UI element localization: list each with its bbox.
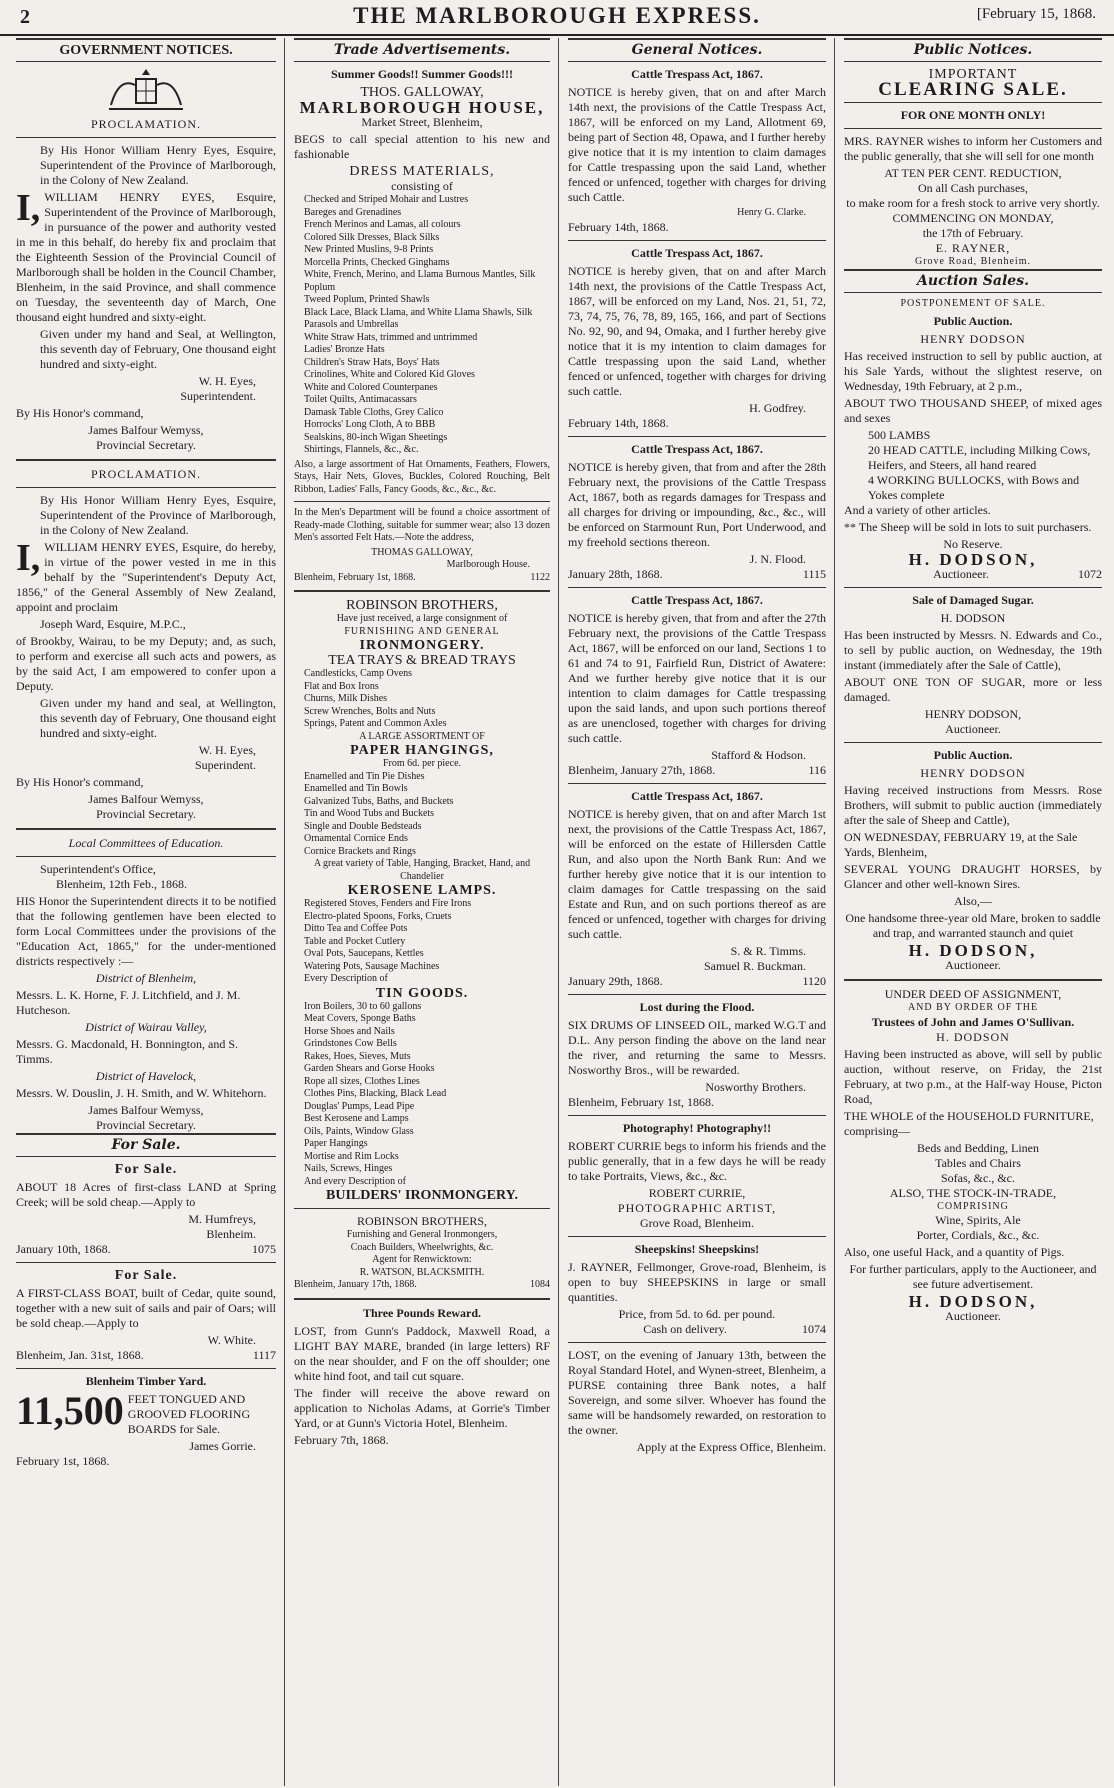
- list-item: Tweed Poplum, Printed Shawls: [304, 294, 430, 305]
- ad-subhead: FOR ONE MONTH ONLY!: [900, 108, 1046, 122]
- list-item: Iron Boilers, 30 to 60 gallons: [304, 1000, 422, 1012]
- proclamation-by: By His Honor William Henry Eyes, Esquire, Superintendent of the Province of Marlborough, in the Colony of New Zealand.: [40, 493, 276, 537]
- merchant-name: ROBINSON BROTHERS,: [346, 598, 498, 613]
- page-number: 2: [20, 6, 30, 28]
- divider: [568, 1342, 826, 1343]
- ad-signature: HENRY DODSON,: [924, 707, 1022, 721]
- list-item: Mortise and Rim Locks: [304, 1150, 399, 1162]
- notice-body: NOTICE is hereby given, that on and after March 1st next, the provisions of the Cattle Trespass Act, 1867, will be enforced on the estate of Hillersden Cattle Run, and also upon the North Bank Run: And we further hereby give notice that it is our intention to claim damages for Cattle trespassing on the said Estate and Run, and on such portions thereof as are fenced or unfenced, together with charges for driving such cattle.: [568, 806, 826, 941]
- column-divider: [834, 38, 835, 1786]
- district-members: Messrs. L. K. Horne, F. J. Litchfield, and J. M. Hutcheson.: [16, 988, 241, 1017]
- list-item: White, French, Merino, and Llama Burnous Mantles, Silk Poplum: [304, 269, 536, 293]
- ad-body: Has received instruction to sell by public auction, at his Sale Yards, without the slightest reserve, on Wednesday, 19th February, at 2 p.m.,: [844, 349, 1102, 393]
- notice-footer: Blenheim, January 27th, 1868. 116: [568, 762, 826, 777]
- notice-signature: Henry G. Clarke.: [737, 207, 806, 218]
- notice-title: Sheepskins! Sheepskins!: [634, 1241, 760, 1256]
- notice-signature: Samuel R. Buckman.: [704, 958, 806, 973]
- ad-subhead: DRESS MATERIALS,: [349, 164, 495, 179]
- secretary-name: James Balfour Wemyss,: [88, 1103, 204, 1117]
- list-item: Single and Double Bedsteads: [304, 820, 422, 832]
- divider: [568, 240, 826, 241]
- divider: [844, 587, 1102, 588]
- ad-subhead: TEA TRAYS & BREAD TRAYS: [328, 653, 516, 668]
- ad-title: Blenheim Timber Yard.: [85, 1374, 207, 1388]
- column-divider: [284, 38, 285, 1786]
- photographer-name: ROBERT CURRIE,: [648, 1185, 746, 1200]
- list-item: Rakes, Hoes, Sieves, Muts: [304, 1050, 411, 1062]
- notice-signature: Stafford & Hodson.: [711, 747, 806, 762]
- ad-headline: CLEARING SALE.: [878, 79, 1068, 100]
- masthead: [0, 0, 1114, 36]
- list-item: Porter, Cordials, &c., &c.: [916, 1228, 1040, 1242]
- lot-item: ABOUT ONE TON OF SUGAR, more or less damaged.: [844, 675, 1102, 704]
- lot-item: ABOUT TWO THOUSAND SHEEP, of mixed ages and sexes: [844, 396, 1102, 425]
- lot-item: 20 HEAD CATTLE, including Milking Cows, Heifers, and Steers, all hand reared: [868, 443, 1091, 472]
- section-head: Public Notices.: [844, 38, 1102, 62]
- section-head: General Notices.: [568, 38, 826, 62]
- ad-subhead: TIN GOODS.: [375, 985, 469, 1001]
- proclamation-title: PROCLAMATION.: [90, 467, 201, 481]
- list-item: Candlesticks, Camp Ovens: [304, 668, 413, 679]
- divider: [568, 994, 826, 995]
- list-item: Black Lace, Black Llama, and White Llama Shawls, Silk Parasols and Umbrellas: [304, 306, 533, 330]
- ad-caption: No Reserve.: [943, 537, 1003, 551]
- list-item: Tin and Wood Tubs and Buckets: [304, 808, 435, 819]
- ad-subhead: IRONMONGERY.: [359, 638, 485, 653]
- ad-body: Also, a large assortment of Hat Ornaments, Feathers, Flowers, Stays, Hair Nets, Gloves, Buckles, Colored Rouching, Belt Ribbon, Ladies' Falls, Fancy Goods, &c., &c., &c.: [294, 458, 550, 495]
- proclamation-title: PROCLAMATION.: [90, 117, 201, 131]
- section-head: For Sale.: [16, 1133, 276, 1157]
- ad-caption: FURNISHING AND GENERAL: [344, 625, 500, 637]
- ad-body: BEGS to call special attention to his new and fashionable: [294, 132, 550, 161]
- ad-subhead: Trustees of John and James O'Sullivan.: [871, 1014, 1075, 1029]
- proclamation-body-2: of Brookby, Wairau, to be my Deputy; and, as such, to perform and exercise all such acts and powers, as by the said Act, I am empowered to confer upon a Deputy.: [16, 634, 276, 693]
- auctioneer-name: HENRY DODSON: [920, 766, 1026, 780]
- divider: [568, 1236, 826, 1237]
- list-item: Beds and Bedding, Linen: [917, 1140, 1039, 1155]
- ad-body: The finder will receive the above reward on application to Nicholas Adams, at Gorrie's Timber Yard, or at Gunn's Victoria Hotel, Blenheim.: [294, 1385, 550, 1430]
- lot-item: 500 LAMBS: [868, 428, 931, 442]
- list-item: Galvanized Tubs, Baths, and Buckets: [304, 795, 454, 807]
- list-item: Paper Hangings: [304, 1138, 368, 1149]
- list-item: Watering Pots, Sausage Machines: [304, 960, 440, 972]
- ad-body: In the Men's Department will be found a choice assortment of Ready-made Clothing, suitable for summer wear; also 13 dozen Men's assorted Felt Hats.—Note the address,: [294, 507, 550, 543]
- notice-body: J. RAYNER, Fellmonger, Grove-road, Blenheim, is open to buy SHEEPSKINS in large or small quantities.: [568, 1259, 826, 1304]
- secretary-name: James Balfour Wemyss,: [88, 423, 204, 437]
- column-public-notices: [838, 38, 1108, 1786]
- list-item: Colored Silk Dresses, Black Silks: [304, 231, 440, 243]
- notice-title: Cattle Trespass Act, 1867.: [631, 592, 763, 607]
- ad-role: Auctioneer.: [945, 1309, 1001, 1323]
- ad-subhead: AT TEN PER CENT. REDUCTION,: [884, 166, 1062, 180]
- district-name: District of Blenheim,: [95, 971, 197, 985]
- office-line: Superintendent's Office,: [40, 862, 156, 876]
- ad-body: Having received instructions from Messrs. Rose Brothers, will submit to public auction (immediately after the sale of Sheep and Cattle),: [844, 783, 1102, 827]
- ad-body: Having been instructed as above, will sell by public auction, without reserve, on Friday, the 21st February, at two p.m., at the Half-way House, Picton Road,: [844, 1046, 1102, 1106]
- ad-body: 11,500 FEET TONGUED AND GROOVED FLOORING BOARDS for Sale.: [16, 1388, 251, 1436]
- list-item: Tables and Chairs: [935, 1155, 1021, 1170]
- divider: [16, 487, 276, 488]
- proclamation-given: Given under my hand and seal, at Wellington, this seventh day of February, One thousand eight hundred and sixty-eight.: [40, 696, 276, 740]
- item-list: [844, 1141, 1102, 1186]
- ad-footer: January 10th, 1868. 1075: [16, 1242, 276, 1256]
- divider: [844, 102, 1102, 103]
- list-item: Crinolines, White and Colored Kid Gloves: [304, 369, 475, 380]
- divider: [568, 436, 826, 437]
- district-name: District of Wairau Valley,: [85, 1020, 207, 1034]
- ad-signature: H. DODSON,: [908, 1292, 1038, 1311]
- notice-title: Cattle Trespass Act, 1867.: [631, 245, 763, 260]
- divider: [568, 587, 826, 588]
- divider: [844, 979, 1102, 981]
- ad-title: For Sale.: [114, 1268, 178, 1283]
- list-item: Wine, Spirits, Ale: [935, 1213, 1021, 1227]
- signature-role: Superintendent.: [180, 389, 256, 403]
- list-item: Bareges and Grenadines: [304, 206, 402, 218]
- ad-footer: Blenheim, February 1st, 1868. 1122: [294, 571, 550, 583]
- secretary-name: James Balfour Wemyss,: [88, 792, 204, 806]
- notice-body: SIX DRUMS OF LINSEED OIL, marked W.G.T and D.L. Any person finding the above on the land near the river, and returning the same to Messrs. Nosworthy Bros., will be rewarded.: [568, 1017, 826, 1077]
- notice-title: Cattle Trespass Act, 1867.: [631, 788, 763, 803]
- ad-signature: Marlborough House.: [446, 559, 530, 570]
- notice-body: HIS Honor the Superintendent directs it to be notified that the following gentlemen have been elected to form Local Committees under the provisions of the "Education Act, 1865," for the under-mentioned districts respectively :—: [16, 894, 276, 968]
- list-item: French Merinos and Lamas, all colours: [304, 219, 461, 230]
- ad-signature: THOMAS GALLOWAY,: [371, 546, 473, 558]
- ad-role: Auctioneer.: [945, 722, 1001, 736]
- notice-date: Blenheim, 12th Feb., 1868.: [56, 877, 187, 891]
- merchant-name: THOS. GALLOWAY,: [360, 85, 484, 100]
- divider: [294, 501, 550, 502]
- divider: [568, 1115, 826, 1116]
- proclamation-body: I, WILLIAM HENRY EYES, Esquire, Superintendent of the Province of Marlborough, in pursuance of the power and authority vested in me in this behalf, do hereby fix and proclaim that the Eighteenth Session of the Provincial Council of Marlborough shall be holden in the Council Chamber, Blenheim, in the said Province, and shall commence on Tuesday, the seventeenth day of March, One thousand eight hundred and sixty-eight.: [16, 187, 276, 324]
- secretary-role: Provincial Secretary.: [96, 438, 196, 452]
- section-head: Trade Advertisements.: [294, 38, 550, 62]
- divider: [294, 1298, 550, 1300]
- ad-caption: On all Cash purchases,: [918, 181, 1028, 195]
- list-item: Rope all sizes, Clothes Lines: [304, 1075, 420, 1087]
- ad-title: Three Pounds Reward.: [362, 1305, 482, 1320]
- notice-signature: H. Godfrey.: [749, 400, 806, 415]
- list-item: Cornice Brackets and Rings: [304, 845, 416, 857]
- command-line: By His Honor's command,: [16, 406, 144, 420]
- ad-caption: COMPRISING: [937, 1200, 1009, 1212]
- ad-address: Grove Road, Blenheim.: [915, 256, 1031, 267]
- notice-title: Cattle Trespass Act, 1867.: [631, 67, 763, 81]
- notice-signature: Nosworthy Brothers.: [705, 1079, 806, 1094]
- district-members: Messrs. W. Douslin, J. H. Smith, and W. Whitehorn.: [16, 1086, 267, 1100]
- notice-date: Blenheim, February 1st, 1868.: [568, 1094, 714, 1109]
- divider: [844, 742, 1102, 743]
- list-item: Electro-plated Spoons, Forks, Cruets: [304, 910, 452, 922]
- divider: [16, 459, 276, 461]
- ad-subhead: ALSO, THE STOCK-IN-TRADE,: [889, 1185, 1057, 1200]
- notice-title: Local Committees of Education.: [68, 836, 224, 850]
- ad-caption: For further particulars, apply to the Auctioneer, and see future advertisement.: [849, 1262, 1097, 1291]
- ad-caption: to make room for a fresh stock to arrive very shortly.: [846, 196, 1100, 210]
- ad-body: ABOUT 18 Acres of first-class LAND at Spring Creek; will be sold cheap.—Apply to: [16, 1180, 276, 1209]
- district-members: Messrs. G. Macdonald, H. Bonnington, and S. Timms.: [16, 1037, 238, 1066]
- list-item: Flat and Box Irons: [304, 680, 379, 692]
- notice-date: February 14th, 1868.: [568, 415, 669, 430]
- ad-body: MRS. RAYNER wishes to inform her Customers and the public generally, that she will sell for one month: [844, 134, 1102, 163]
- signature: W. H. Eyes,: [198, 374, 256, 388]
- notice-body: ROBERT CURRIE begs to inform his friends and the public generally, that in a few days he will be ready to take Portraits, Views, &c., &c.: [568, 1138, 826, 1183]
- list-item: Oval Pots, Saucepans, Kettles: [304, 948, 424, 959]
- notice-title: Cattle Trespass Act, 1867.: [631, 441, 763, 456]
- ad-caption: Also,—: [954, 894, 992, 908]
- ad-body: LOST, from Gunn's Paddock, Maxwell Road, a LIGHT BAY MARE, branded (in large letters) RF on the near shoulder, and F on the off shoulder; one white hind foot, and tail cut square.: [294, 1323, 550, 1383]
- photographer-role: PHOTOGRAPHIC ARTIST,: [617, 1200, 777, 1215]
- item-list: [844, 1213, 1102, 1243]
- divider: [16, 1262, 276, 1263]
- list-item: White Straw Hats, trimmed and untrimmed: [304, 331, 478, 343]
- ad-signature: E. RAYNER,: [935, 241, 1011, 255]
- notice-footer: January 28th, 1868. 1115: [568, 566, 826, 581]
- ad-headline: Summer Goods!! Summer Goods!!!: [331, 67, 513, 81]
- list-item: Damask Table Cloths, Grey Calico: [304, 406, 444, 418]
- column-divider: [558, 38, 559, 1786]
- lot-item: Also, one useful Hack, and a quantity of Pigs.: [844, 1245, 1065, 1259]
- signature-role: Superindent.: [195, 758, 256, 772]
- lot-item: THE WHOLE of the HOUSEHOLD FURNITURE, comprising—: [844, 1108, 1094, 1138]
- list-item: Clothes Pins, Blacking, Black Lead: [304, 1088, 447, 1099]
- list-item: Sofas, &c., &c.: [941, 1170, 1015, 1185]
- column-trade-advertisements: [288, 38, 556, 1786]
- ad-subhead: BUILDERS' IRONMONGERY.: [326, 1188, 518, 1203]
- divider: [844, 128, 1102, 129]
- apply-line: Apply at the Express Office, Blenheim.: [636, 1439, 826, 1454]
- ad-caption: AND BY ORDER OF THE: [907, 1002, 1039, 1013]
- notice-footer: January 29th, 1868. 1120: [568, 973, 826, 988]
- merchant-name: ROBINSON BROTHERS,: [356, 1214, 488, 1228]
- list-item: Registered Stoves, Fenders and Fire Irons: [304, 898, 472, 909]
- ad-headline: UNDER DEED OF ASSIGNMENT,: [884, 987, 1062, 1001]
- list-item: Enamelled and Tin Pie Dishes: [304, 770, 425, 782]
- lot-item: One handsome three-year old Mare, broken to saddle and trap, and warranted staunch and quiet: [845, 911, 1101, 940]
- ad-caption: consisting of: [391, 179, 453, 193]
- list-item: Enamelled and Tin Bowls: [304, 783, 408, 794]
- lot-item: 4 WORKING BULLOCKS, with Bows and Yokes complete: [868, 473, 1080, 502]
- ad-signature: James Gorrie.: [189, 1439, 256, 1453]
- notice-body: LOST, on the evening of January 13th, between the Royal Standard Hotel, and Wynen-street, Blenheim, a PURSE containing three Bank notes, a half Sovereign, and some silver. Whoever has found the same will be handsomely rewarded, on restoration to the owner.: [568, 1347, 826, 1437]
- notice-date: February 14th, 1868.: [568, 219, 669, 234]
- ad-signature: M. Humfreys,: [188, 1212, 256, 1226]
- list-item: Best Kerosene and Lamps: [304, 1113, 409, 1124]
- ad-caption: Agent for Renwicktown:: [372, 1254, 472, 1265]
- ad-subhead: COMMENCING ON MONDAY,: [892, 211, 1054, 225]
- ad-caption: the 17th of February.: [922, 226, 1024, 240]
- secretary-role: Provincial Secretary.: [96, 1118, 196, 1132]
- list-item: Churns, Milk Dishes: [304, 693, 388, 704]
- column-general-notices: [562, 38, 832, 1786]
- ad-title: Public Auction.: [933, 748, 1013, 762]
- list-item: Meat Covers, Sponge Baths: [304, 1013, 416, 1024]
- list-item: Every Description of: [304, 973, 388, 984]
- ad-title: Sale of Damaged Sugar.: [912, 593, 1034, 607]
- ad-title: Public Auction.: [933, 314, 1013, 328]
- ad-body: A FIRST-CLASS BOAT, built of Cedar, quite sound, together with a new suit of sails and pair of Oars; will be sold cheap.—Apply to: [16, 1286, 276, 1330]
- price-line: Price, from 5d. to 6d. per pound.: [618, 1306, 776, 1321]
- notice-title: Lost during the Flood.: [639, 999, 755, 1014]
- lot-item: SEVERAL YOUNG DRAUGHT HORSES, by Glancer and other well-known Sires.: [844, 862, 1102, 891]
- proclamation-by: By His Honor William Henry Eyes, Esquire, Superintendent of the Province of Marlborough, in the Colony of New Zealand.: [40, 143, 276, 187]
- notice-body: NOTICE is hereby given, that from and after the 28th February next, the provisions of the Cattle Trespass Act, 1867, both as regards damages for Trespass and all charges for driving or impounding, &c., &c., will be enforced on Starmount Run, Port Underwood, and my freehold sections thereon.: [568, 459, 826, 549]
- divider: [16, 137, 276, 138]
- secretary-role: Provincial Secretary.: [96, 807, 196, 821]
- ad-footer: Blenheim, Jan. 31st, 1868. 1117: [16, 1348, 276, 1362]
- item-list: [294, 1001, 550, 1189]
- auctioneer-name: H. DODSON: [940, 611, 1006, 625]
- list-item: New Printed Muslins, 9-8 Prints: [304, 244, 434, 255]
- list-item: Ditto Tea and Coffee Pots: [304, 923, 408, 934]
- ad-when: ON WEDNESDAY, FEBRUARY 19, at the Sale Yards, Blenheim,: [844, 830, 1078, 859]
- list-item: Morcella Prints, Checked Ginghams: [304, 256, 450, 268]
- list-item: Ladies' Bronze Hats: [304, 344, 385, 355]
- divider: [16, 856, 276, 857]
- ad-caption: Furnishing and General Ironmongers,: [346, 1229, 498, 1240]
- proclamation-given: Given under my hand and Seal, at Wellington, this seventh day of February, One thousand eight hundred and sixty-eight.: [40, 327, 276, 371]
- newspaper-title: THE MARLBOROUGH EXPRESS.: [353, 3, 761, 28]
- list-item: Sealskins, 80-inch Wigan Sheetings: [304, 431, 448, 443]
- ad-caption: From 6d. per piece.: [382, 758, 462, 769]
- issue-date: [February 15, 1868.: [976, 6, 1096, 22]
- shop-address: Market Street, Blenheim,: [361, 115, 483, 129]
- list-item: Garden Shears and Gorse Hooks: [304, 1063, 435, 1074]
- deputy-name: Joseph Ward, Esquire, M.P.C.,: [40, 617, 186, 631]
- list-item: Table and Pocket Cutlery: [304, 935, 406, 947]
- ad-date: February 1st, 1868.: [16, 1454, 110, 1468]
- list-item: Grindstones Cow Bells: [304, 1038, 397, 1049]
- ad-body: Has been instructed by Messrs. N. Edwards and Co., to sell by public auction, on Wednesday, the 19th instant (immediately after the Sale of Cattle),: [844, 628, 1102, 672]
- list-item: Oils, Paints, Window Glass: [304, 1125, 414, 1137]
- ad-role: Auctioneer.: [945, 958, 1001, 972]
- ad-signature: W. White.: [207, 1333, 256, 1347]
- signature: W. H. Eyes,: [198, 743, 256, 757]
- command-line: By His Honor's command,: [16, 775, 144, 789]
- ad-signature: H. DODSON,: [908, 550, 1038, 569]
- divider: [16, 1368, 276, 1369]
- notice-signature: J. N. Flood.: [749, 551, 806, 566]
- divider: [16, 828, 276, 830]
- list-item: And every Description of: [304, 1175, 406, 1187]
- item-list: [294, 194, 550, 457]
- item-list: [294, 898, 550, 986]
- list-item: Nails, Screws, Hinges: [304, 1163, 393, 1174]
- ad-subhead: PAPER HANGINGS,: [350, 743, 494, 758]
- list-item: Douglas' Pumps, Lead Pipe: [304, 1100, 415, 1112]
- list-item: Toilet Quilts, Antimacassars: [304, 394, 417, 405]
- ad-caption: R. WATSON, BLACKSMITH.: [359, 1266, 485, 1278]
- list-item: Horse Shoes and Nails: [304, 1025, 395, 1037]
- list-item: Screw Wrenches, Bolts and Nuts: [304, 705, 436, 717]
- notice-title: Photography! Photography!!: [622, 1120, 772, 1135]
- royal-coat-of-arms-icon: [101, 67, 191, 113]
- item-list: [294, 771, 550, 859]
- list-item: Checked and Striped Mohair and Lustres: [304, 194, 469, 205]
- proclamation-body: I, WILLIAM HENRY EYES, Esquire, do hereby, in virtue of the power vested in me in this behalf by the "Superintendent's Deputy Act, 1856," of the General Assembly of New Zealand, appoint and proclaim: [16, 537, 276, 614]
- ad-note: ** The Sheep will be sold in lots to suit purchasers.: [844, 520, 1092, 534]
- notice-body: NOTICE is hereby given, that on and after March 14th next, the provisions of the Cattle Trespass Act, 1867, will be enforced on my Land, Nos. 21, 51, 72, 73, 74, 75, 76, 78, 89, 165, 166, and part of Sections No. 92, 90, and 94, Omaka, and I further hereby give notice that it is my intention to claim damages for Cattle trespassing upon the said Land, whether fenced or unfenced, together with charges for driving such cattle.: [568, 263, 826, 398]
- district-name: District of Havelock,: [95, 1069, 197, 1083]
- ad-caption: And a variety of other articles.: [844, 503, 991, 517]
- divider: [294, 590, 550, 592]
- photographer-address: Grove Road, Blenheim.: [640, 1215, 754, 1230]
- ad-date: February 7th, 1868.: [294, 1432, 389, 1447]
- ad-caption: A LARGE ASSORTMENT OF: [359, 730, 485, 742]
- auctioneer-name: HENRY DODSON: [920, 332, 1026, 346]
- ad-caption: A great variety of Table, Hanging, Bracket, Hand, and Chandelier: [313, 858, 531, 882]
- ad-caption: Have just received, a large consignment of: [336, 613, 508, 624]
- notice-body: NOTICE is hereby given, that on and after March 14th next, the provisions of the Cattle Trespass Act, 1867, will be enforced on my Land, Allotment 69, being part of Section 48, Opawa, and I further hereby give notice that it is my intention to claim damages for Cattle trespassing upon the said Land, whether fenced or unfenced, together with charges for driving such Cattle.: [568, 85, 826, 204]
- list-item: Shirtings, Flannels, &c., &c.: [304, 444, 419, 455]
- list-item: Children's Straw Hats, Boys' Hats: [304, 356, 440, 368]
- ad-signature: H. DODSON,: [908, 941, 1038, 960]
- list-item: Springs, Patent and Common Axles: [304, 718, 447, 729]
- list-item: White and Colored Counterpanes: [304, 381, 438, 393]
- item-list: [294, 668, 550, 731]
- section-head: Auction Sales.: [844, 269, 1102, 293]
- shop-name: MARLBOROUGH HOUSE,: [299, 98, 545, 117]
- divider: [294, 1208, 550, 1209]
- ad-caption: POSTPONEMENT OF SALE.: [900, 297, 1046, 309]
- notice-body: NOTICE is hereby given, that from and after the 27th February next, the provisions of the Cattle Trespass Act, 1867, will be enforced on our land, Sections 1 to 61 and 74 to 91, Fairfield Run, District of Awatere: And we further hereby give notice that it is our intention to claim damages for Cattle trespassing upon the said lands, and upon such portions thereof as are unenclosed, together with charges for driving such cattle.: [568, 610, 826, 745]
- notice-signature: S. & R. Timms.: [730, 943, 806, 958]
- ad-place: Blenheim.: [206, 1227, 256, 1241]
- ad-caption: Coach Builders, Wheelwrights, &c.: [350, 1241, 494, 1253]
- divider: [568, 783, 826, 784]
- section-head: GOVERNMENT NOTICES.: [16, 38, 276, 62]
- notice-footer: Cash on delivery. 1074: [643, 1321, 826, 1336]
- auctioneer-name: H. DODSON: [936, 1029, 1010, 1044]
- ad-footer: Blenheim, January 17th, 1868. 1084: [294, 1279, 550, 1290]
- ad-title: For Sale.: [114, 1162, 178, 1177]
- ad-footer: Auctioneer. 1072: [933, 567, 1102, 581]
- list-item: Ornamental Cornice Ends: [304, 833, 408, 844]
- ad-subhead: KEROSENE LAMPS.: [347, 883, 497, 898]
- ad-headline: IMPORTANT: [928, 67, 1018, 82]
- column-government-notices: [10, 38, 282, 1786]
- list-item: Horrocks' Long Cloth, A to BBB: [304, 419, 436, 430]
